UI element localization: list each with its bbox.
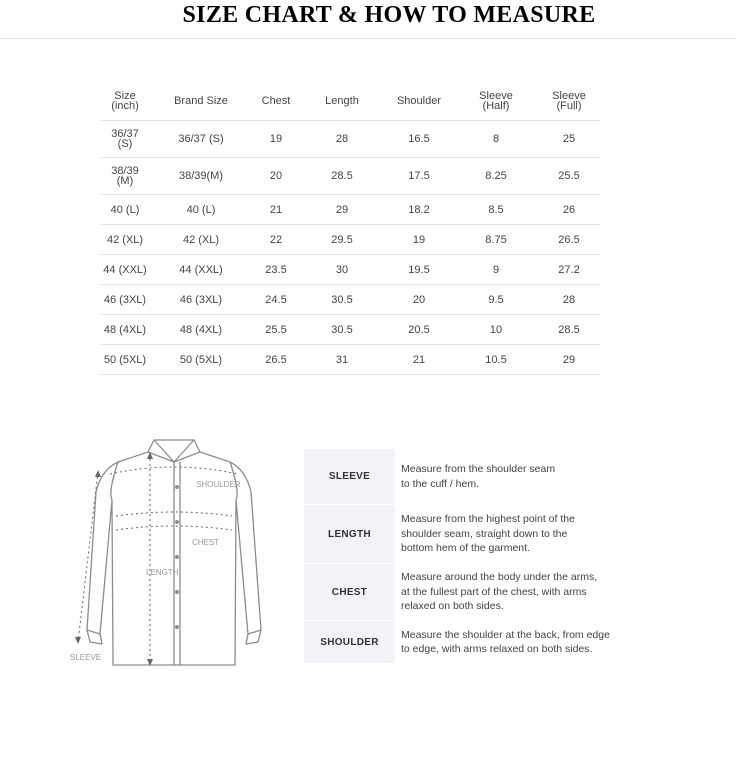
shoulder-cell: 20.5 xyxy=(384,315,454,345)
sleeve-half-cell: 8.75 xyxy=(454,225,538,255)
size-cell: 38/39 (M) xyxy=(100,158,150,195)
chest-cell: 23.5 xyxy=(252,255,300,285)
guide-label-sleeve: SLEEVE xyxy=(304,449,395,505)
length-cell: 29 xyxy=(300,195,384,225)
guide-desc-chest: Measure around the body under the arms, at the fullest part of the chest, with arms relaxed on both sides. xyxy=(401,571,598,613)
shoulder-cell: 21 xyxy=(384,345,454,375)
size-chart-table xyxy=(100,82,600,375)
sleeve-half-cell: 8.5 xyxy=(454,195,538,225)
shoulder-cell: 19 xyxy=(384,225,454,255)
header-sleeve-full: Sleeve (Full) xyxy=(538,82,600,121)
guide-desc-shoulder: Measure the shoulder at the back, from edge to edge, with arms relaxed on both sides. xyxy=(401,628,610,655)
sleeve-full-cell: 27.2 xyxy=(538,255,600,285)
guide-desc-sleeve: Measure from the shoulder seam to the cuff / hem. xyxy=(401,463,556,490)
length-cell: 31 xyxy=(300,345,384,375)
brand-size-cell: 38/39(M) xyxy=(150,158,252,195)
table-row xyxy=(100,225,600,255)
table-header-row xyxy=(100,82,600,121)
shoulder-cell: 20 xyxy=(384,285,454,315)
table-row xyxy=(100,158,600,195)
guide-label-length: LENGTH xyxy=(304,505,395,564)
guide-row xyxy=(304,621,630,664)
sleeve-full-cell: 26 xyxy=(538,195,600,225)
guide-row xyxy=(304,505,630,564)
guide-row xyxy=(304,449,630,505)
sleeve-full-cell: 29 xyxy=(538,345,600,375)
arrow-heads xyxy=(75,452,153,666)
chest-cell: 22 xyxy=(252,225,300,255)
sleeve-label: SLEEVE xyxy=(70,653,102,662)
sleeve-half-cell: 9 xyxy=(454,255,538,285)
chest-cell: 19 xyxy=(252,121,300,158)
chest-cell: 21 xyxy=(252,195,300,225)
header-sleeve-half: Sleeve (Half) xyxy=(454,82,538,121)
shirt-measurement-diagram xyxy=(68,432,290,672)
divider xyxy=(0,38,736,39)
guide-label-shoulder: SHOULDER xyxy=(304,621,395,664)
chest-cell: 20 xyxy=(252,158,300,195)
chest-cell: 26.5 xyxy=(252,345,300,375)
size-cell: 40 (L) xyxy=(100,195,150,225)
sleeve-half-cell: 8 xyxy=(454,121,538,158)
size-cell: 50 (5XL) xyxy=(100,345,150,375)
shoulder-cell: 16.5 xyxy=(384,121,454,158)
size-cell: 42 (XL) xyxy=(100,225,150,255)
guide-desc-length: Measure from the highest point of the shoulder seam, straight down to the bottom hem of the garment. xyxy=(401,513,575,555)
brand-size-cell: 44 (XXL) xyxy=(150,255,252,285)
table-row xyxy=(100,195,600,225)
length-cell: 28 xyxy=(300,121,384,158)
chest-label: CHEST xyxy=(192,538,220,547)
length-cell: 28.5 xyxy=(300,158,384,195)
sleeve-full-cell: 26.5 xyxy=(538,225,600,255)
measure-guide-table xyxy=(304,449,630,664)
shoulder-cell: 17.5 xyxy=(384,158,454,195)
guide-label-chest: CHEST xyxy=(304,564,395,621)
sleeve-full-cell: 25 xyxy=(538,121,600,158)
shoulder-cell: 18.2 xyxy=(384,195,454,225)
header-size: Size (inch) xyxy=(100,82,150,121)
brand-size-cell: 36/37 (S) xyxy=(150,121,252,158)
brand-size-cell: 42 (XL) xyxy=(150,225,252,255)
length-cell: 30 xyxy=(300,255,384,285)
length-cell: 29.5 xyxy=(300,225,384,255)
chest-cell: 25.5 xyxy=(252,315,300,345)
table-row xyxy=(100,255,600,285)
header-chest: Chest xyxy=(252,82,300,121)
page-title: SIZE CHART & HOW TO MEASURE xyxy=(182,2,596,28)
table-row xyxy=(100,121,600,158)
sleeve-half-cell: 10 xyxy=(454,315,538,345)
size-cell: 44 (XXL) xyxy=(100,255,150,285)
guide-row xyxy=(304,564,630,621)
brand-size-cell: 40 (L) xyxy=(150,195,252,225)
size-cell: 48 (4XL) xyxy=(100,315,150,345)
sleeve-half-cell: 10.5 xyxy=(454,345,538,375)
header-brand-size: Brand Size xyxy=(150,82,252,121)
table-row xyxy=(100,345,600,375)
header-length: Length xyxy=(300,82,384,121)
sleeve-full-cell: 28.5 xyxy=(538,315,600,345)
shoulder-label: SHOULDER xyxy=(196,480,241,489)
brand-size-cell: 48 (4XL) xyxy=(150,315,252,345)
brand-size-cell: 50 (5XL) xyxy=(150,345,252,375)
length-cell: 30.5 xyxy=(300,285,384,315)
sleeve-full-cell: 28 xyxy=(538,285,600,315)
chest-cell: 24.5 xyxy=(252,285,300,315)
size-cell: 46 (3XL) xyxy=(100,285,150,315)
header-shoulder: Shoulder xyxy=(384,82,454,121)
shoulder-cell: 19.5 xyxy=(384,255,454,285)
sleeve-half-cell: 8.25 xyxy=(454,158,538,195)
table-row xyxy=(100,315,600,345)
sleeve-full-cell: 25.5 xyxy=(538,158,600,195)
sleeve-half-cell: 9.5 xyxy=(454,285,538,315)
table-row xyxy=(100,285,600,315)
length-cell: 30.5 xyxy=(300,315,384,345)
brand-size-cell: 46 (3XL) xyxy=(150,285,252,315)
size-cell: 36/37 (S) xyxy=(100,121,150,158)
shirt-buttons xyxy=(175,485,179,629)
length-label: LENGTH xyxy=(146,568,179,577)
